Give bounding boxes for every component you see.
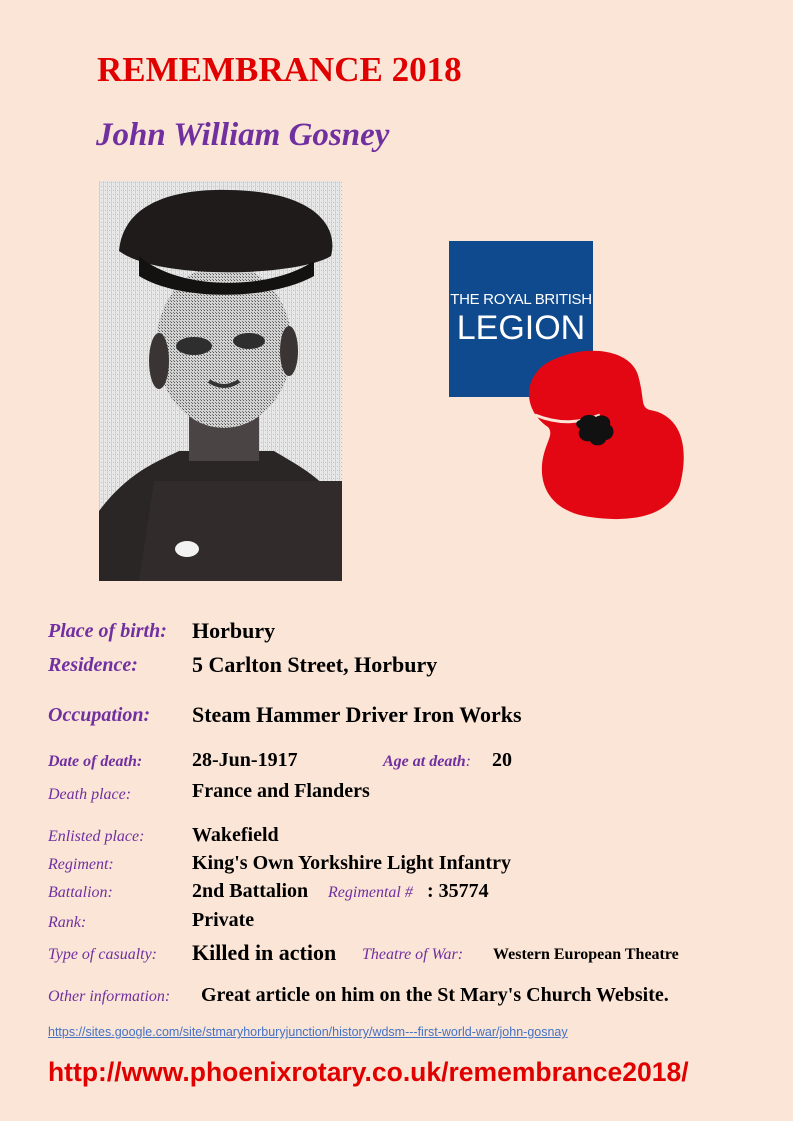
- portrait-image: [99, 181, 342, 581]
- enlisted-place-value: Wakefield: [192, 824, 279, 846]
- enlisted-place-label: Enlisted place:: [48, 828, 145, 845]
- residence-label: Residence:: [48, 654, 138, 676]
- place-of-birth-value: Horbury: [192, 618, 276, 643]
- regiment-value: King's Own Yorkshire Light Infantry: [192, 852, 511, 874]
- other-information-label: Other information:: [48, 988, 171, 1005]
- residence-value: 5 Carlton Street, Horbury: [192, 652, 438, 677]
- age-at-death-value: 20: [492, 749, 512, 771]
- battalion-label: Battalion:: [48, 884, 113, 901]
- regimental-number-value: : 35774: [427, 880, 489, 902]
- age-at-death-colon: :: [465, 753, 471, 770]
- page-title: REMEMBRANCE 2018: [97, 50, 462, 89]
- date-of-death-label: [48, 753, 142, 771]
- date-of-death-label-text: Date of death:: [48, 753, 143, 770]
- soldier-portrait: [99, 181, 342, 581]
- type-of-casualty-value: Killed in action: [192, 940, 337, 965]
- death-place-label: Death place:: [48, 786, 132, 803]
- soldier-name: John William Gosney: [96, 117, 390, 153]
- rank-value: Private: [192, 909, 255, 931]
- occupation-value: Steam Hammer Driver Iron Works: [192, 702, 522, 727]
- phoenix-rotary-url[interactable]: http://www.phoenixrotary.co.uk/remembrance2018/: [48, 1057, 689, 1087]
- theatre-of-war-label: Theatre of War:: [362, 946, 464, 963]
- age-at-death-label-text: Age at death: [383, 753, 466, 770]
- poppy-icon: [520, 345, 690, 525]
- theatre-of-war-value: Western European Theatre: [493, 946, 679, 963]
- logo-text-line1: THE ROYAL BRITISH: [450, 291, 592, 308]
- church-website-link[interactable]: https://sites.google.com/site/stmaryhorburyjunction/history/wdsm---first-world-war/john-gosnay: [48, 1025, 568, 1039]
- date-of-death-value: 28-Jun-1917: [192, 749, 298, 771]
- regimental-number-label: Regimental #: [328, 884, 413, 901]
- type-of-casualty-label: Type of casualty:: [48, 946, 158, 963]
- death-place-value: France and Flanders: [192, 780, 370, 802]
- place-of-birth-label: Place of birth:: [48, 620, 167, 642]
- occupation-label: Occupation:: [48, 704, 151, 726]
- rank-label: Rank:: [48, 914, 87, 931]
- regiment-label: Regiment:: [48, 856, 114, 873]
- battalion-value: 2nd Battalion: [192, 880, 309, 902]
- other-information-value: Great article on him on the St Mary's Church Website.: [201, 984, 669, 1006]
- age-at-death-label: [383, 753, 471, 771]
- logo-text-line2: LEGION: [456, 309, 586, 347]
